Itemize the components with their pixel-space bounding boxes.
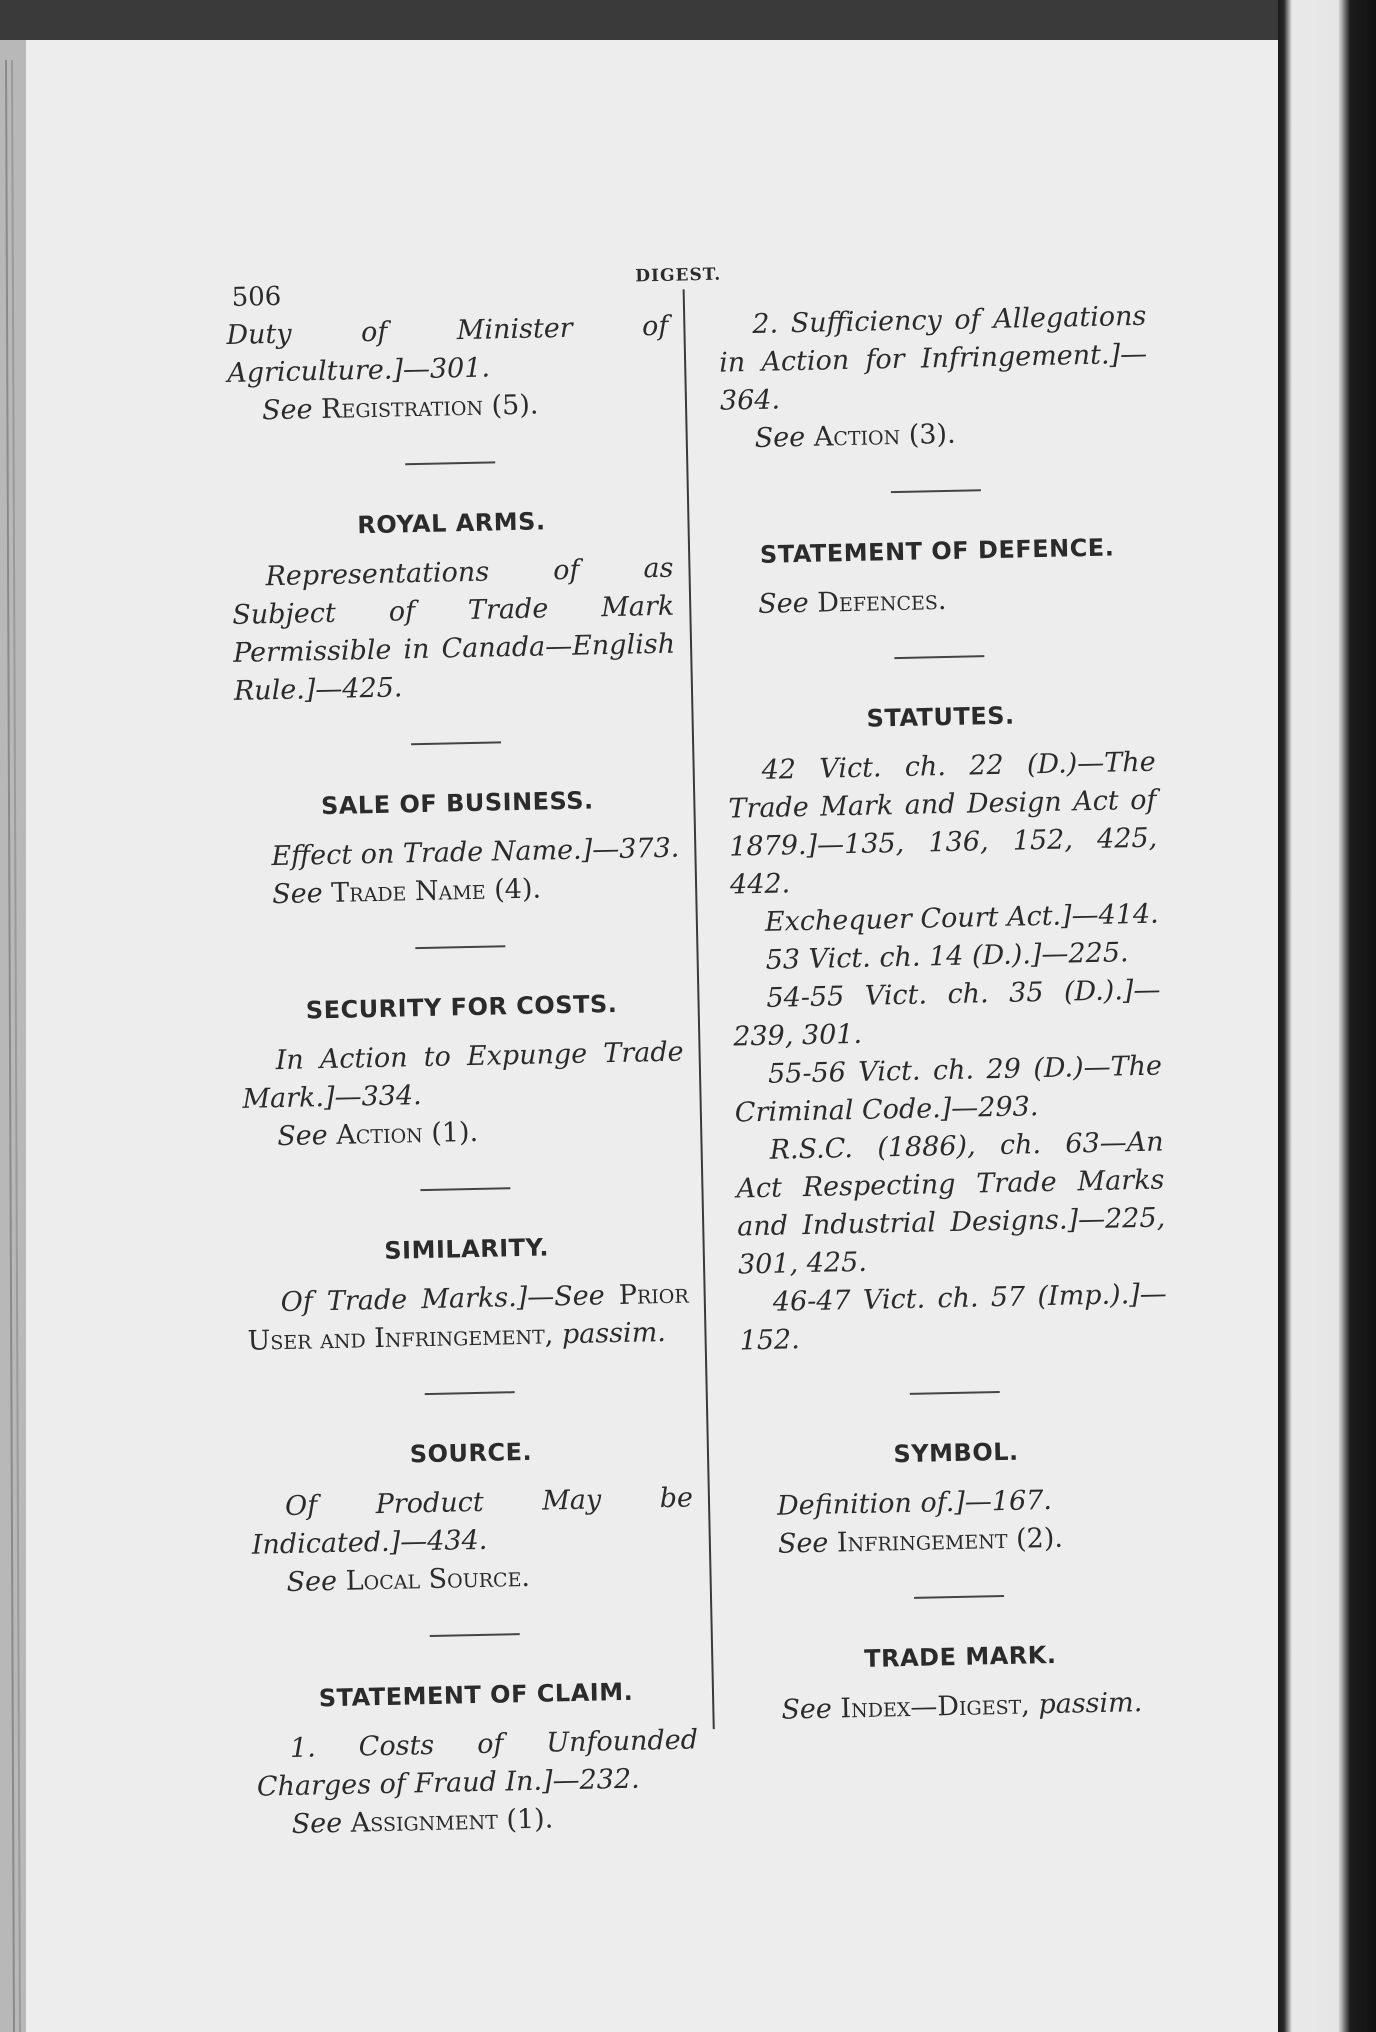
cross-ref: Infringement (2). xyxy=(836,1522,1064,1559)
statute-item: 54-55 Vict. ch. 35 (D.).]—239, 301. xyxy=(732,974,1161,1053)
opposite-page-edge xyxy=(1278,0,1376,2032)
statute-item: 53 Vict. ch. 14 (D.).]—225. xyxy=(765,937,1129,976)
section-divider xyxy=(420,1187,510,1191)
section-divider xyxy=(894,655,984,659)
see-reference: See Trade Name (4). xyxy=(271,873,542,911)
heading-statement-of-defence: STATEMENT OF DEFENCE. xyxy=(759,533,1115,569)
see-reference: See Assignment (1). xyxy=(291,1803,554,1840)
entry-agriculture xyxy=(226,308,670,431)
cross-ref: Defences. xyxy=(816,584,947,619)
page-content xyxy=(225,245,1213,1845)
see-reference: See Action (3). xyxy=(754,418,956,454)
section-divider xyxy=(415,945,505,949)
statute-item: Exchequer Court Act.]—414. xyxy=(764,898,1160,938)
entry-text: Of Product May be Indicated.]—434. xyxy=(251,1482,694,1561)
see-reference: See Local Source. xyxy=(286,1561,531,1598)
section-divider xyxy=(914,1595,1004,1599)
entry-text: Representations of as Subject of Trade Mark Permissible in Canada—English Rule.]—425. xyxy=(232,552,676,707)
running-title: DIGEST. xyxy=(635,264,722,287)
section-divider xyxy=(891,489,981,493)
heading-statutes: STATUTES. xyxy=(866,701,1015,733)
heading-sale-of-business: SALE OF BUSINESS. xyxy=(320,786,594,821)
left-column xyxy=(226,307,718,1844)
entry-text: Duty of Minister of Agriculture.]—301. xyxy=(226,310,669,389)
heading-royal-arms: ROYAL ARMS. xyxy=(357,507,546,540)
statute-item: 46-47 Vict. ch. 57 (Imp.).]—152. xyxy=(739,1278,1168,1357)
heading-statement-of-claim: STATEMENT OF CLAIM. xyxy=(318,1677,634,1713)
cross-ref: Registration (5). xyxy=(320,389,539,426)
cross-ref: Index—Digest, xyxy=(840,1689,1031,1725)
see-reference: See Index—Digest, passim. xyxy=(781,1687,1143,1726)
right-column xyxy=(686,298,1178,1835)
two-column-body xyxy=(226,297,1213,1845)
section-divider xyxy=(910,1391,1000,1395)
entry-text: Effect on Trade Name.]—373. xyxy=(271,832,680,873)
see-reference: See Action (1). xyxy=(276,1116,479,1153)
statute-item: R.S.C. (1886), ch. 63—An Act Respecting Trade Marks and Industrial Designs.]—225, 301, 425. xyxy=(736,1126,1166,1281)
statute-item: 42 Vict. ch. 22 (D.)—The Trade Mark and Design Act of 1879.]—135, 136, 152, 425, 442. xyxy=(728,746,1158,901)
section-divider xyxy=(405,461,495,465)
heading-trade-mark: TRADE MARK. xyxy=(863,1640,1057,1673)
see-reference: See Infringement (2). xyxy=(777,1522,1064,1560)
cross-ref: Prior User and Infringement, xyxy=(247,1278,689,1357)
page-number: 506 xyxy=(231,281,282,313)
cross-ref: Trade Name (4). xyxy=(330,873,542,909)
section-divider xyxy=(430,1633,520,1637)
see-reference: See Defences. xyxy=(757,584,947,620)
section-divider xyxy=(411,741,501,745)
heading-symbol: SYMBOL. xyxy=(893,1437,1019,1469)
cross-ref: Action (1). xyxy=(335,1116,479,1151)
cross-ref: Assignment (1). xyxy=(350,1803,554,1839)
entry-text: 1. Costs of Unfounded Charges of Fraud In.]—232. xyxy=(256,1724,699,1803)
heading-similarity: SIMILARITY. xyxy=(384,1233,550,1265)
heading-security-for-costs: SECURITY FOR COSTS. xyxy=(305,989,618,1025)
entry-text: In Action to Expunge Trade Mark.]—334. xyxy=(242,1036,684,1115)
entry-text: Of Trade Marks.]—See Prior User and Infringement, passim. xyxy=(247,1278,689,1357)
section-divider xyxy=(425,1391,515,1395)
entry-text: Definition of.]—167. xyxy=(776,1484,1053,1522)
statute-item: 55-56 Vict. ch. 29 (D.)—The Criminal Code.]—293. xyxy=(734,1050,1163,1129)
cross-ref: Action (3). xyxy=(813,418,956,453)
entry-text: 2. Sufficiency of Allegations in Action for Infringement.]—364. xyxy=(718,300,1148,417)
see-reference: See Registration (5). xyxy=(261,389,539,427)
cross-ref: Local Source. xyxy=(345,1561,531,1597)
heading-source: SOURCE. xyxy=(409,1437,533,1469)
